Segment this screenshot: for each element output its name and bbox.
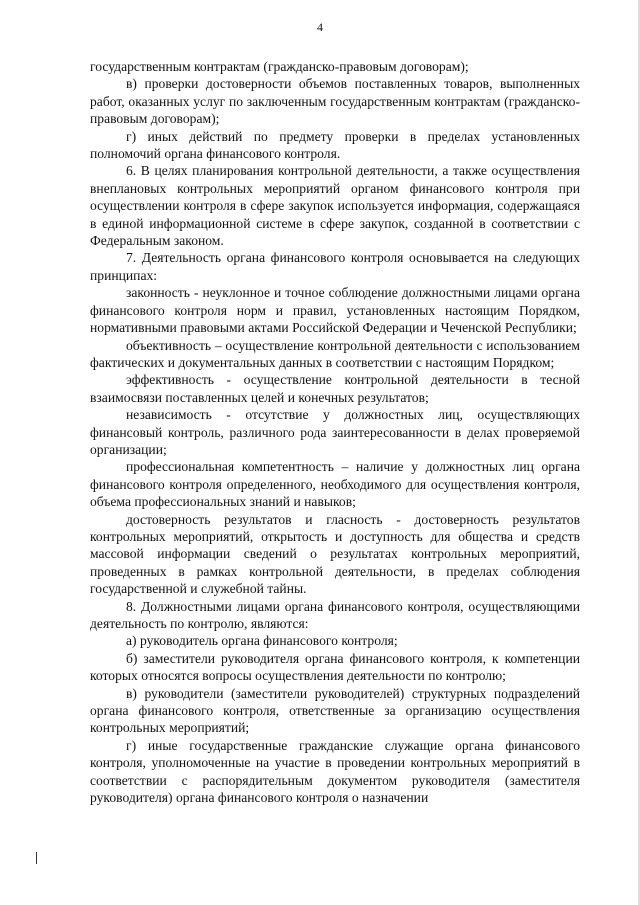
paragraph: эффективность - осуществление контрольной деятельности в тесной взаимосвязи поставленных целей и конечных результатов; [90, 372, 580, 405]
paragraph: профессиональная компетентность – наличие у должностных лиц органа финансового контроля определенного, необходимого для осуществления контроля, объема профессиональных знаний и навыков; [90, 459, 580, 510]
paragraph: законность - неуклонное и точное соблюдение должностными лицами органа финансового контроля норм и правил, установленных настоящим Порядком, нормативными правовыми актами Российской Федерации и Чеченской Республики; [90, 285, 580, 336]
scan-mark [36, 852, 37, 864]
paragraph: б) заместители руководителя органа финансового контроля, к компетенции которых относятся вопросы осуществления деятельности по контролю; [90, 650, 580, 684]
paragraph: независимость - отсутствие у должностных лиц, осуществляющих финансовый контроль, различного рода заинтересованности в делах проверяемой организации; [90, 407, 580, 457]
page-number: 4 [317, 20, 323, 34]
paragraph: 8. Должностными лицами органа финансового контроля, осуществляющими деятельность по контролю, являются: [90, 598, 580, 631]
document-body [90, 58, 580, 806]
paragraph: в) руководители (заместители руководителей) структурных подразделений органа финансового контроля, ответственные за организацию осуществления контрольных мероприятий; [90, 685, 580, 736]
paragraph: г) иных действий по предмету проверки в пределах установленных полномочий органа финансового контроля. [90, 128, 580, 162]
paragraph: г) иные государственные гражданские служащие органа финансового контроля, уполномоченные на участие в проведении контрольных мероприятий в соответствии с распорядительным документом руководителя (заместителя руководителя) органа финансового контроля о назначении [90, 737, 580, 806]
paragraph: в) проверки достоверности объемов поставленных товаров, выполненных работ, оказанных услуг по заключенным государственным контрактам (гражданско-правовым договорам); [90, 76, 580, 127]
paragraph: достоверность результатов и гласность - достоверность результатов контрольных мероприятий, открытость и доступность для общества и средств массовой информации сведений о результатах контрольных мероприятий, проведенных в рамках контрольной деятельности, в пределах соблюдения государственной и служебной тайны. [90, 511, 580, 597]
paragraph: государственным контрактам (гражданско-правовым договорам); [90, 59, 469, 74]
paragraph: 6. В целях планирования контрольной деятельности, а также осуществления внеплановых контрольных мероприятий органом финансового контроля при осуществлении контроля в сфере закупок используется информация, содержащаяся в единой информационной системе в сфере закупок, созданной в соответствии с Федеральным законом. [90, 163, 580, 249]
paragraph: объективность – осуществление контрольной деятельности с использованием фактических и документальных данных в соответствии с настоящим Порядком; [90, 337, 580, 370]
paragraph: а) руководитель органа финансового контроля; [126, 633, 398, 649]
paragraph: 7. Деятельность органа финансового контроля основывается на следующих принципах: [90, 250, 580, 283]
